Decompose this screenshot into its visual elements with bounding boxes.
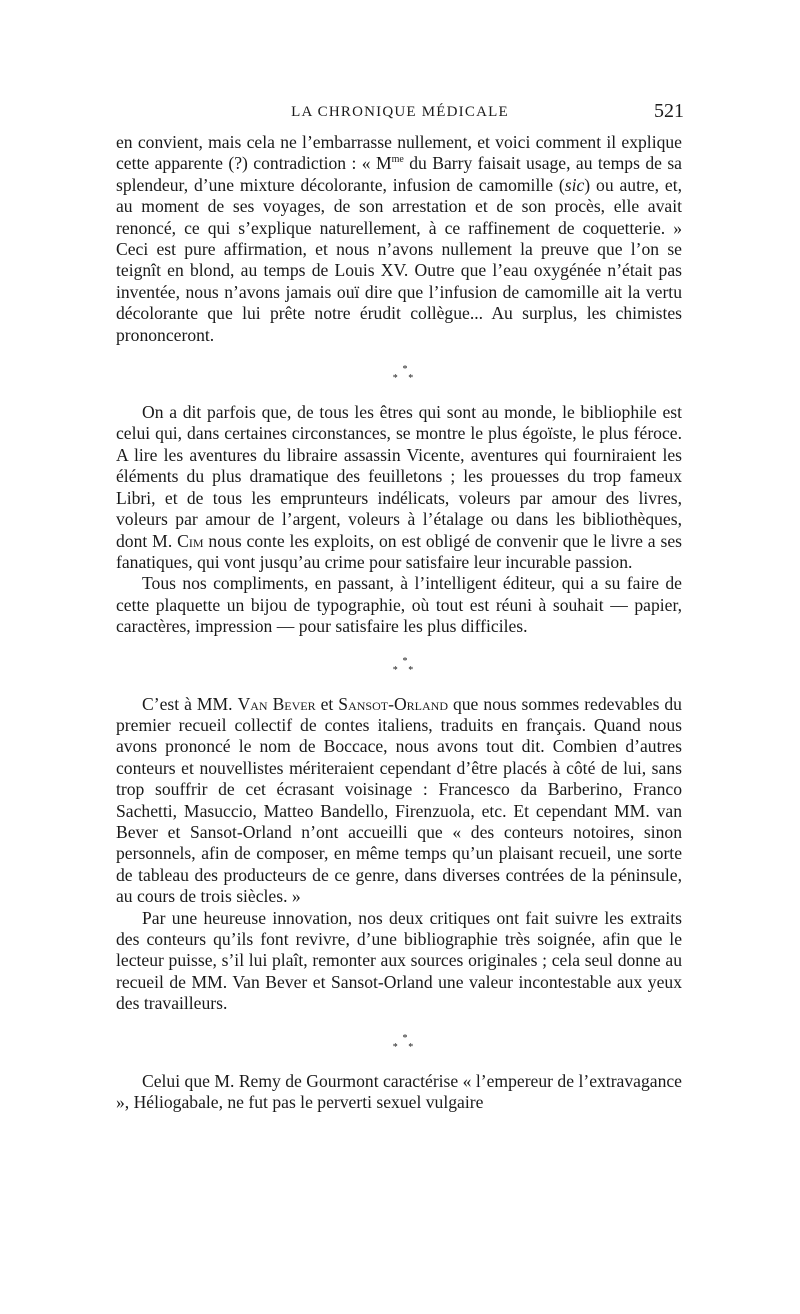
paragraph: C’est à MM. Van Bever et Sansot-Orland que nous sommes redevables du premier recueil collectif de contes italiens, traduits en français. Quand nous avons prononcé le nom de Boccace, nous avons tout dit. Combien d’autres conteurs et nouvellistes mériteraient cependant d’être placés à côté de lui, sans trop souffrir de cet écrasant voisinage : Francesco da Barberino, Franco Sachetti, Masuccio, Matteo Bandello, Firenzuola, etc. Et cependant MM. van Bever et Sansot-Orland n’ont accueilli que « des conteurs notoires, sinon personnels, afin de composer, en même temps qu’un plaisant recueil, une sorte de tableau des producteurs de ce genre, dans diverses contrées de la péninsule, au cours de trois siècles. » bbox=[116, 693, 682, 907]
paragraph: On a dit parfois que, de tous les êtres qui sont au monde, le bibliophile est celui qui, dans certaines circonstances, se montre le plus égoïste, le plus féroce. A lire les aventures du libraire assassin Vicente, aventures qui fourniraient les éléments du plus dramatique des feuilletons ; les prouesses du trop fameux Libri, et de tous les emprunteurs indélicats, voleurs par amour des livres, voleurs par amour de l’argent, voleurs à l’étalage ou dans les bibliothèques, dont M. Cim nous conte les exploits, on est obligé de convenir que le livre a ses fanatiques, qui vont jusqu’au crime pour satisfaire leur incurable passion. bbox=[116, 402, 682, 572]
asterism-top: * bbox=[402, 655, 408, 667]
asterism-bottom: * * bbox=[392, 1041, 418, 1053]
page-body bbox=[116, 132, 682, 1113]
paragraph: Tous nos compliments, en passant, à l’intelligent éditeur, qui a su faire de cette plaquette un bijou de typographie, où tout est réuni à souhait — papier, caractères, impression — pour satisfaire les plus difficiles. bbox=[116, 573, 682, 637]
page-header bbox=[116, 100, 684, 128]
section-separator bbox=[116, 346, 682, 402]
asterism-top: * bbox=[402, 1032, 408, 1044]
page-number: 521 bbox=[654, 100, 684, 122]
asterism-top: * bbox=[402, 364, 408, 376]
paragraph: Par une heureuse innovation, nos deux critiques ont fait suivre les extraits des conteurs qu’ils font revivre, d’une bibliographie très soignée, afin que le lecteur puisse, s’il lui plaît, remonter aux sources originales ; cela seul donne au recueil de MM. Van Bever et Sansot-Orland une valeur incontestable aux yeux des travailleurs. bbox=[116, 907, 682, 1014]
paragraph: Celui que M. Remy de Gourmont caractérise « l’empereur de l’extravagance », Héliogabale, ne fut pas le perverti sexuel vulgaire bbox=[116, 1070, 682, 1113]
section-separator bbox=[116, 638, 682, 694]
section-separator bbox=[116, 1015, 682, 1071]
asterism-bottom: * * bbox=[392, 373, 418, 385]
paragraph: en convient, mais cela ne l’embarrasse nullement, et voici comment il explique cette apparente (?) contradiction : « $M^{me}$ du Barry faisait usage, au temps de sa splendeur, d’une mixture décolorante, infusion de camomille (sic) ou autre, et, au moment de ses voyages, de son arrestation et de son procès, elle avait renoncé, ce qui s’explique naturellement, à ce raffinement de coquetterie. » Ceci est pure affirmation, et nous n’avons nullement la preuve que l’on se teignît en blond, au temps de Louis XV. Outre que l’eau oxygénée n’était pas inventée, nous n’avons jamais ouï dire que l’infusion de camomille ait la vertu décolorante que lui prête notre érudit collègue... Au surplus, les chimistes prononceront. bbox=[116, 132, 682, 345]
asterism-bottom: * * bbox=[392, 664, 418, 676]
running-title: LA CHRONIQUE MÉDICALE bbox=[291, 104, 509, 120]
